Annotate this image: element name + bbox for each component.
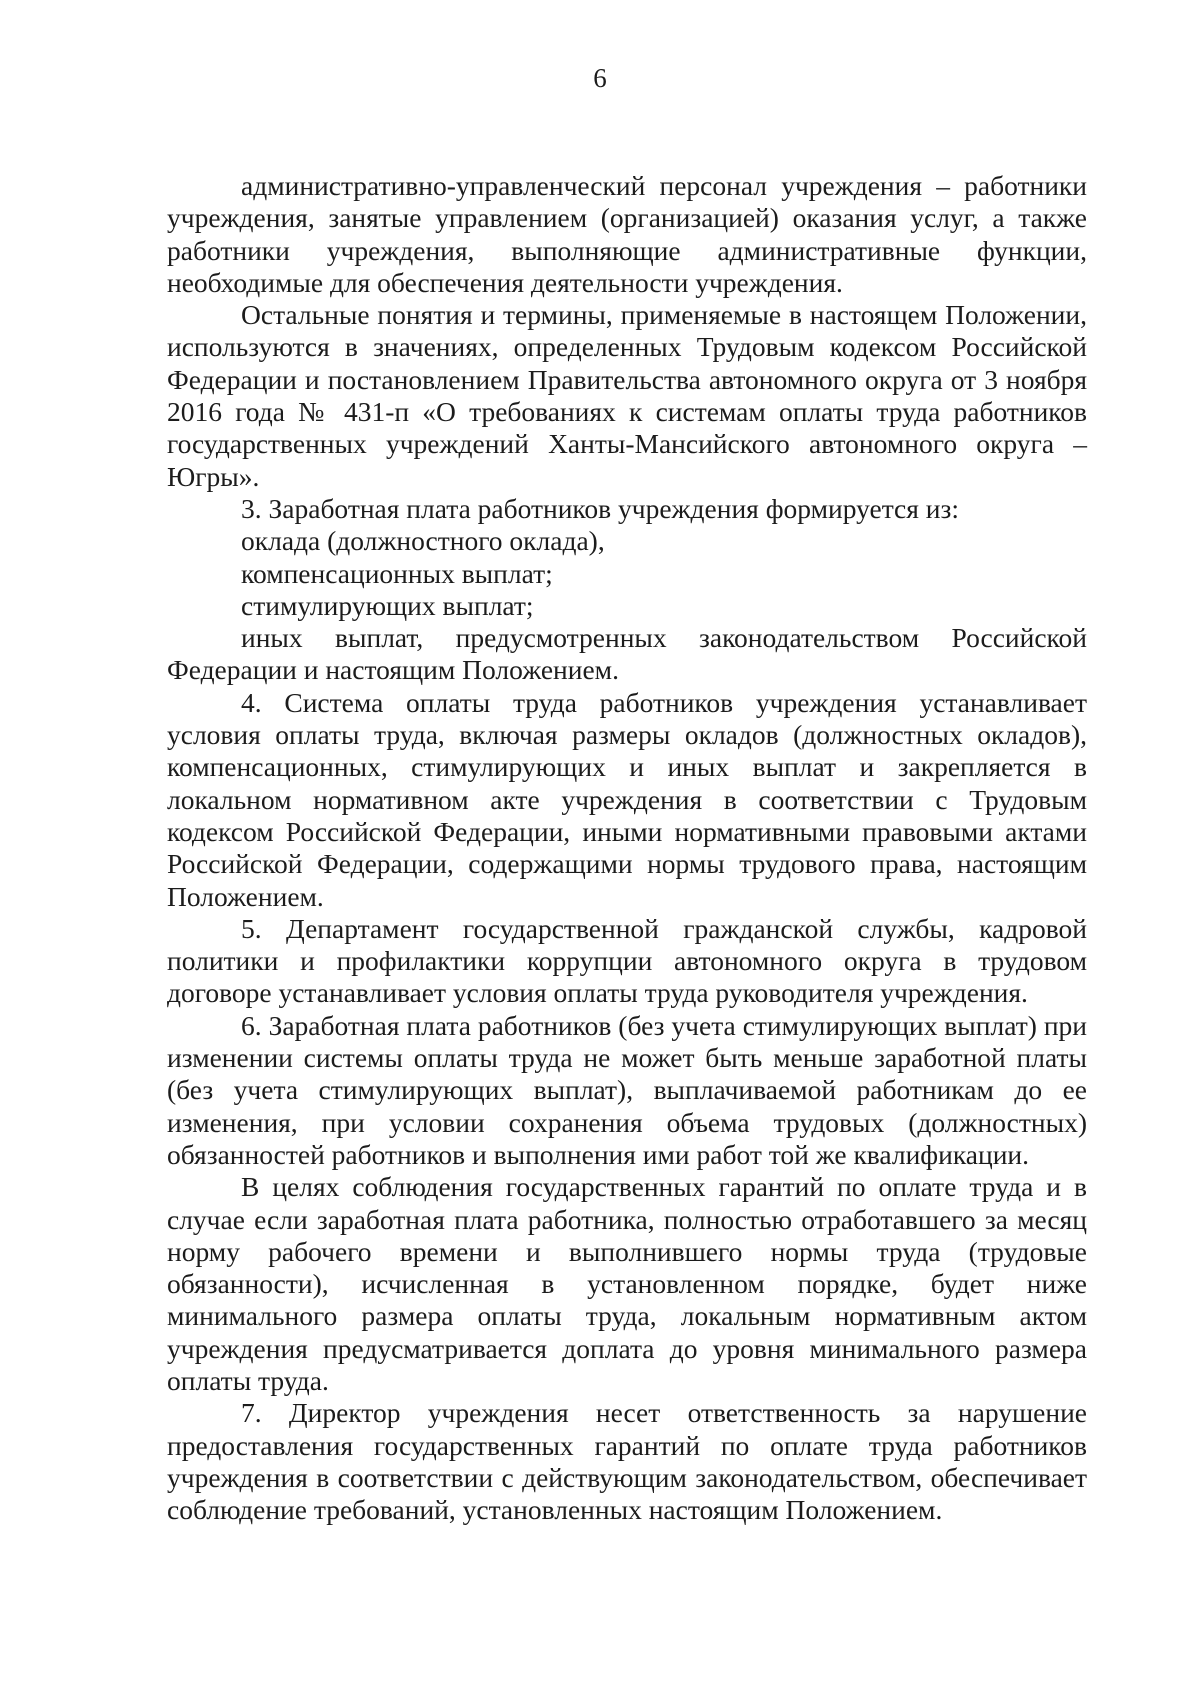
paragraph-item-7: 7. Директор учреждения несет ответственность за нарушение предоставления государственных гарантий по оплате труда работников учреждения в соответствии с действующим законодательством, обеспечивает соблюдение требований, установленных настоящим Положением. [167,1397,1087,1526]
paragraph-item-4: 4. Система оплаты труда работников учреждения устанавливает условия оплаты труда, включая размеры окладов (должностных окладов), компенсационных, стимулирующих и иных выплат и закрепляется в локальном нормативном акте учреждения в соответствии с Трудовым кодексом Российской Федерации, иными нормативными правовыми актами Российской Федерации, содержащими нормы трудового права, настоящим Положением. [167,686,1087,912]
list-item-salary: оклада (должностного оклада), [241,525,605,557]
list-item-compensation: компенсационных выплат; [241,557,553,589]
paragraph-item-3: 3. Заработная плата работников учреждения формируется из: [241,492,960,524]
paragraph-admin-staff-definition: административно-управленческий персонал учреждения – работники учреждения, занятые управлением (организацией) оказания услуг, а также работники учреждения, выполняющие административные функции, необходимые для обеспечения деятельности учреждения. [167,170,1087,298]
list-item-other-payments: иных выплат, предусмотренных законодательством Российской Федерации и настоящим Положением. [167,622,1087,686]
page-number: 6 [593,63,607,93]
list-item-incentive: стимулирующих выплат; [241,589,534,621]
paragraph-other-terms: Остальные понятия и термины, применяемые в настоящем Положении, используются в значениях, определенных Трудовым кодексом Российской Федерации и постановлением Правительства автономного округа от 3 ноября 2016 года № 431-п «О требованиях к системам оплаты труда работников государственных учреждений Ханты-Мансийского автономного округа – Югры». [167,299,1087,492]
paragraph-item-5: 5. Департамент государственной гражданской службы, кадровой политики и профилактики коррупции автономного округа в трудовом договоре устанавливает условия оплаты труда руководителя учреждения. [167,912,1087,1009]
paragraph-minimum-wage: В целях соблюдения государственных гарантий по оплате труда и в случае если заработная плата работника, полностью отработавшего за месяц норму рабочего времени и выполнившего нормы труда (трудовые обязанности), исчисленная в установленном порядке, будет ниже минимального размера оплаты труда, локальным нормативным актом учреждения предусматривается доплата до уровня минимального размера оплаты труда. [167,1171,1087,1396]
paragraph-item-6: 6. Заработная плата работников (без учета стимулирующих выплат) при изменении системы оплаты труда не может быть меньше заработной платы (без учета стимулирующих выплат), выплачиваемой работникам до ее изменения, при условии сохранения объема трудовых (должностных) обязанностей работников и выполнения ими работ той же квалификации. [167,1009,1087,1170]
document-body [167,170,1087,1526]
